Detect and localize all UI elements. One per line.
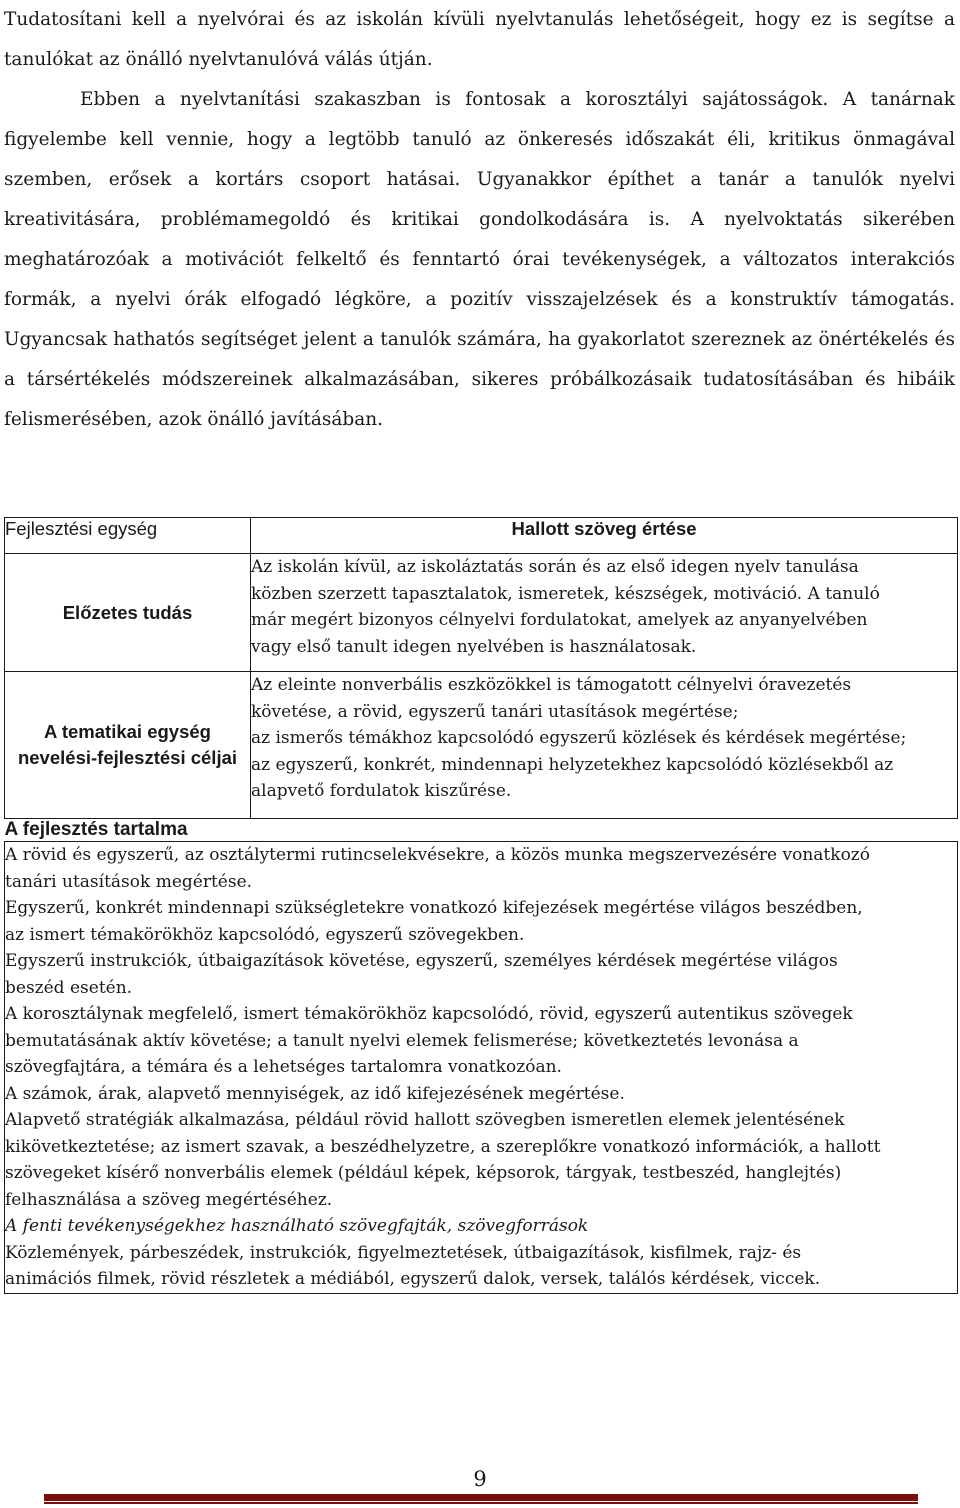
header-left-label: Fejlesztési egység [5,518,158,539]
page-number: 9 [473,1467,487,1491]
goals-line: követése, a rövid, egyszerű tanári utasítások megértése; [251,701,739,722]
content-row [5,842,958,1294]
content-line: beszéd esetén. [5,977,133,998]
prior-knowledge-line: közben szerzett tapasztalatok, ismeretek, készségek, motiváció. A tanuló [251,583,880,604]
content-line: Alapvető stratégiák alkalmazása, például rövid hallott szövegben ismeretlen elemek jelentésének [5,1110,845,1130]
content-line: A rövid és egyszerű, az osztálytermi rutincselekvésekre, a közös munka megszervezésére vonatkozó [5,845,870,865]
development-unit-table [4,517,958,1294]
intro-text [4,0,955,440]
header-left-cell [5,518,251,554]
prior-knowledge-row [5,554,958,672]
goals-line: az egyszerű, konkrét, mindennapi helyzetekhez kapcsolódó közlésekből az [251,754,894,775]
intro-paragraph-1: Tudatosítani kell a nyelvórai és az iskolán kívüli nyelvtanulás lehetőségeit, hogy ez is segítse a tanulókat az önálló nyelvtanulóvá válás útján. [4,9,955,70]
content-line: animációs filmek, rövid részletek a médiából, egyszerű dalok, versek, találós kérdések, viccek. [5,1269,821,1289]
prior-knowledge-label: Előzetes tudás [5,554,251,672]
goals-line: Az eleinte nonverbális eszközökkel is támogatott célnyelvi óravezetés [251,675,852,695]
content-line: szövegeket kísérő nonverbális elemek (például képek, képsorok, tárgyak, testbeszéd, hanglejtés) [5,1163,842,1183]
footer-rule [44,1494,918,1501]
content-line: kikövetkeztetése; az ismert szavak, a beszédhelyzetre, a szereplőkre vonatkozó információk, a hallott [5,1136,881,1157]
goals-line: az ismerős témákhoz kapcsolódó egyszerű közlések és kérdések megértése; [251,728,907,748]
prior-knowledge-line: Az iskolán kívül, az iskoláztatás során és az első idegen nyelv tanulása [251,557,859,577]
content-line: bemutatásának aktív követése; a tanult nyelvi elemek felismerése; következtetés levonása a [5,1030,799,1051]
content-label-row [5,819,958,842]
content-line: A számok, árak, alapvető mennyiségek, az idő kifejezésének megértése. [5,1083,625,1104]
prior-knowledge-line: vagy első tanult idegen nyelvében is használatosak. [251,636,697,657]
content-line: az ismert témakörökhöz kapcsolódó, egyszerű szövegekben. [5,924,525,945]
content-text [5,842,958,1294]
prior-knowledge-text [251,554,958,672]
content-line: Egyszerű, konkrét mindennapi szükségletekre vonatkozó kifejezések megértése világos beszédben, [5,898,863,918]
goals-label: A tematikai egység nevelési-fejlesztési céljai [5,672,251,819]
content-line: Közlemények, párbeszédek, instrukciók, figyelmeztetések, útbaigazítások, kisfilmek, rajz- és [5,1242,802,1263]
content-section-label: A fejlesztés tartalma [5,819,958,842]
header-right-cell: Hallott szöveg értése [251,518,958,554]
content-line: felhasználása a szöveg megértéséhez. [5,1189,333,1210]
text-types-heading: A fenti tevékenységekhez használható szövegfajták, szövegforrások [5,1216,589,1236]
content-line: szövegfajtára, a témára és a lehetséges tartalomra vonatkozóan. [5,1057,562,1077]
intro-paragraph-2: Ebben a nyelvtanítási szakaszban is fontosak a korosztályi sajátosságok. A tanárnak figyelembe kell vennie, hogy a legtöbb tanuló az önkeresés időszakát éli, kritikus önmagával szemben, erősek a kortárs csoport hatásai. Ugyanakkor építhet a tanár a tanulók nyelvi kreativitására, problémamegoldó és kritikai gondolkodására is. A nyelvoktatás sikerében meghatározóak a motivációt felkeltő és fenntartó órai tevékenységek, a változatos interakciós formák, a nyelvi órák elfogadó légköre, a pozitív visszajelzések és a konstruktív támogatás. Ugyancsak hathatós segítséget jelent a tanulók számára, ha gyakorlatot szereznek az önértékelés és a társértékelés módszereinek alkalmazásában, sikeres próbálkozásaik tudatosításában és hibáik felismerésében, azok önálló javításában. [4,89,955,430]
content-line: tanári utasítások megértése. [5,871,253,892]
content-line: A korosztálynak megfelelő, ismert témakörökhöz kapcsolódó, rövid, egyszerű autentikus szövegek [5,1004,853,1024]
content-line: Egyszerű instrukciók, útbaigazítások követése, egyszerű, személyes kérdések megértése világos [5,951,838,971]
goals-line: alapvető fordulatok kiszűrése. [251,781,512,801]
goals-row [5,672,958,819]
goals-text [251,672,958,819]
footer-rule-thin [44,1502,918,1504]
table-header-row [5,518,958,554]
prior-knowledge-line: már megért bizonyos célnyelvi fordulatokat, amelyek az anyanyelvében [251,610,868,630]
